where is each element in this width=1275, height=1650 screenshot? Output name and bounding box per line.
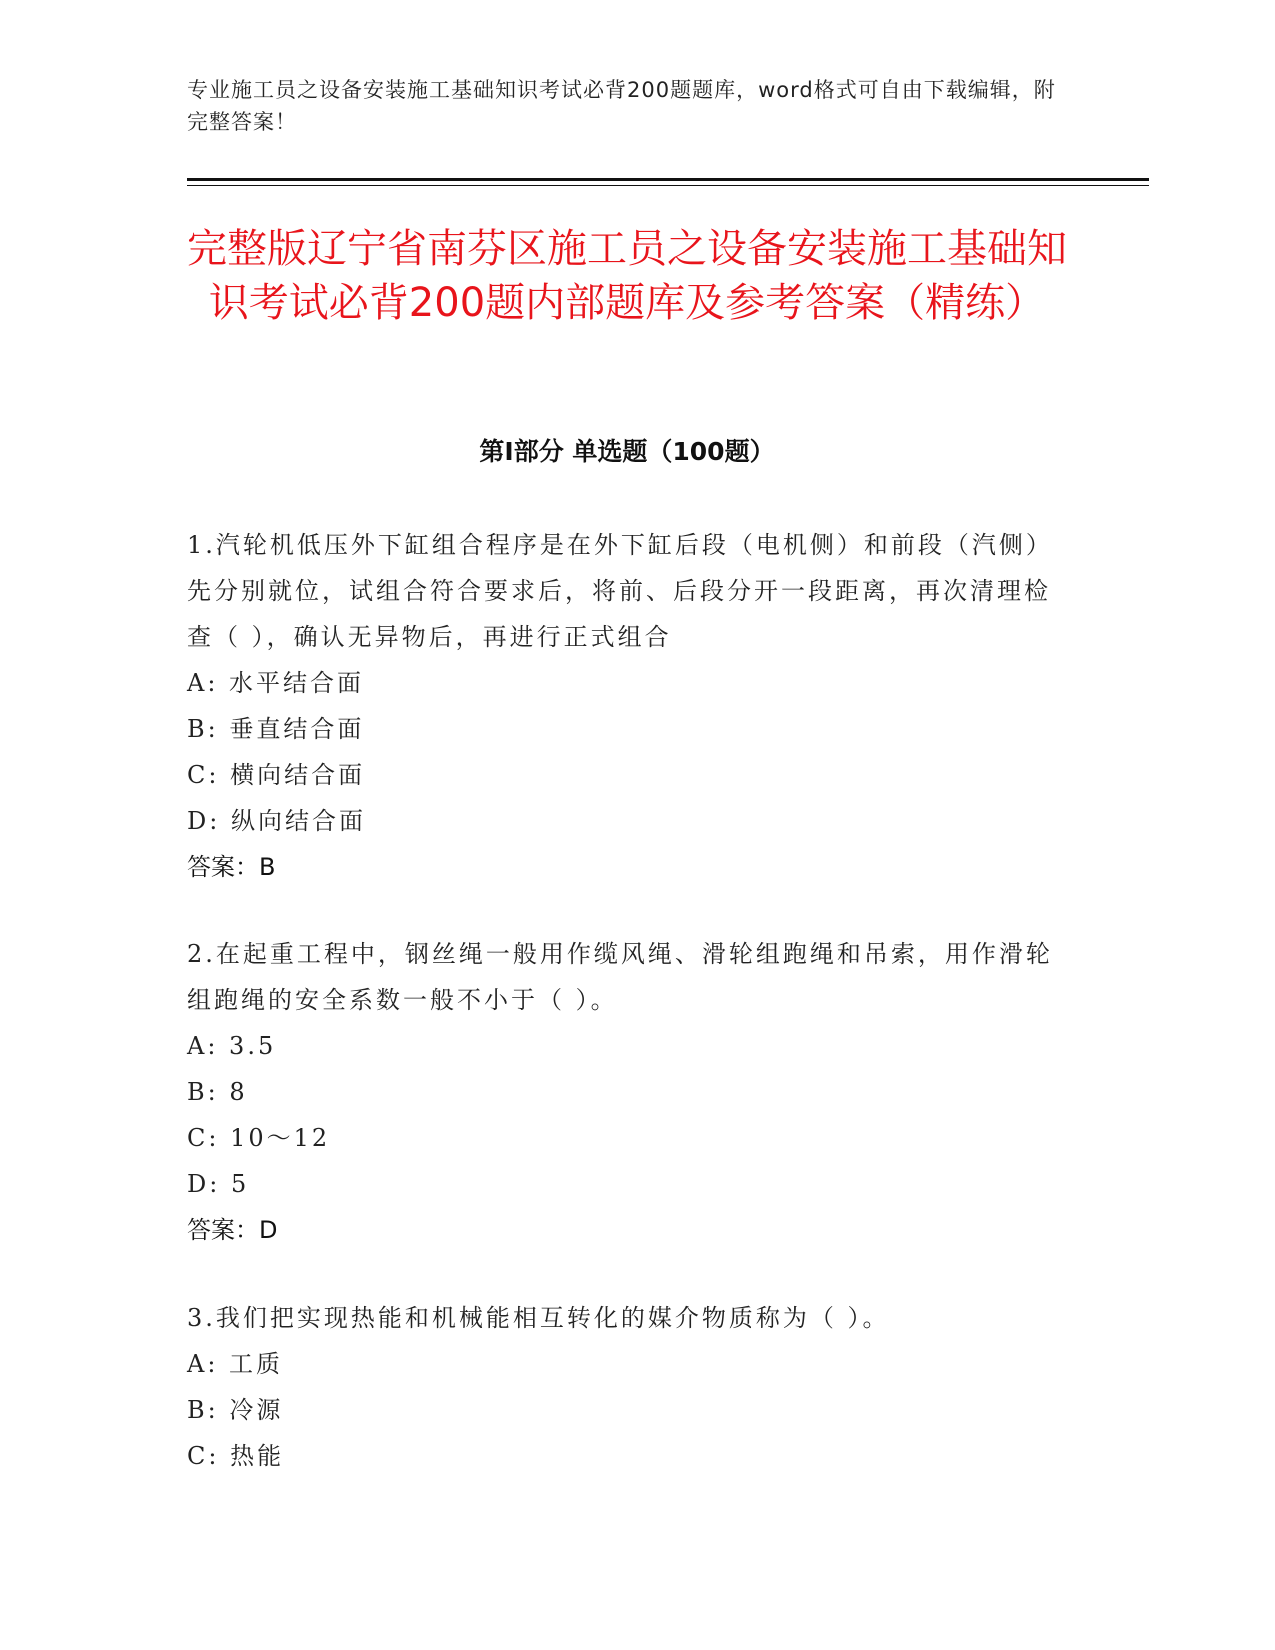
header-divider-thick: [187, 178, 1149, 181]
header-note: 专业施工员之设备安装施工基础知识考试必背200题题库，word格式可自由下载编辑，附完整答案！: [187, 78, 1056, 134]
option-d: D: 5: [187, 1170, 250, 1198]
option-c: C: 热能: [187, 1442, 285, 1470]
section-heading: 第Ⅰ部分 单选题（100题）: [479, 437, 775, 466]
option-c: C: 横向结合面: [187, 761, 366, 789]
question-stem: 3.我们把实现热能和机械能相互转化的媒介物质称为（ ）。: [187, 1304, 890, 1332]
option-b: B: 8: [187, 1078, 248, 1106]
question-3: [187, 1295, 1067, 1479]
header-divider-thin: [187, 185, 1149, 186]
question-stem: 1.汽轮机低压外下缸组合程序是在外下缸后段（电机侧）和前段（汽侧）先分别就位，试组合符合要求后，将前、后段分开一段距离，再次清理检查（ ），确认无异物后，再进行正式组合: [187, 531, 1053, 651]
option-d: D: 纵向结合面: [187, 807, 366, 835]
option-a: A: 水平结合面: [187, 669, 365, 697]
option-a: A: 工质: [187, 1350, 284, 1378]
question-stem: 2.在起重工程中，钢丝绳一般用作缆风绳、滑轮组跑绳和吊索，用作滑轮组跑绳的安全系数一般不小于（ ）。: [187, 940, 1053, 1014]
option-a: A: 3.5: [187, 1032, 277, 1060]
question-1: [187, 522, 1067, 890]
option-b: B: 垂直结合面: [187, 715, 365, 743]
option-c: C: 10～12: [187, 1124, 331, 1152]
answer: 答案：B: [187, 853, 276, 881]
question-2: [187, 931, 1067, 1253]
document-title: 完整版辽宁省南芬区施工员之设备安装施工基础知识考试必背200题内部题库及参考答案（精练）: [187, 226, 1067, 326]
answer: 答案：D: [187, 1216, 278, 1244]
option-b: B: 冷源: [187, 1396, 284, 1424]
